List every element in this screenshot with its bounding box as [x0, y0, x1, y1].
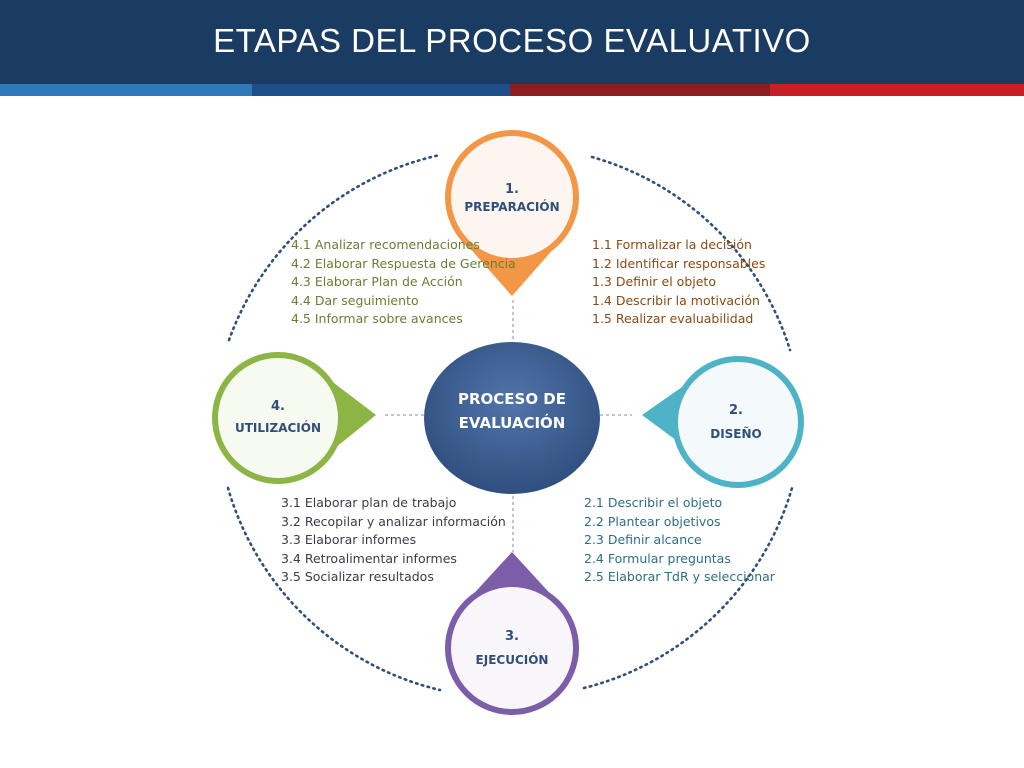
preparacion-step: 1.4 Describir la motivación [592, 292, 760, 308]
ejecucion-step: 3.5 Socializar resultados [281, 569, 434, 585]
ejecucion-circle [448, 584, 576, 712]
diseno-step: 2.5 Elaborar TdR y seleccionar [584, 569, 775, 585]
stage-utilizacion [215, 355, 376, 481]
utilizacion-circle [215, 355, 341, 481]
diseno-step: 2.2 Plantear objetivos [584, 513, 721, 529]
diseno-step: 2.3 Definir alcance [584, 532, 702, 548]
diseno-name: DISEÑO [710, 427, 762, 441]
ejecucion-steps-list [281, 494, 506, 587]
diseno-step: 2.4 Formular preguntas [584, 550, 731, 566]
center-label-line1: PROCESO DE [457, 390, 567, 408]
utilizacion-step: 4.4 Dar seguimiento [291, 292, 419, 308]
utilizacion-step: 4.2 Elaborar Respuesta de Gerencia [291, 255, 516, 271]
diseno-step: 2.1 Describir el objeto [584, 495, 723, 510]
utilizacion-number: 4. [271, 399, 285, 414]
preparacion-step: 1.1 Formalizar la decisión [592, 237, 752, 252]
utilizacion-step: 4.1 Analizar recomendaciones [291, 237, 480, 252]
diseno-number: 2. [729, 403, 743, 418]
slide-title: ETAPAS DEL PROCESO EVALUATIVO [213, 22, 811, 59]
preparacion-steps-list [592, 236, 765, 329]
diseno-steps-list [584, 494, 775, 587]
utilizacion-step: 4.5 Informar sobre avances [291, 311, 463, 327]
utilizacion-name: UTILIZACIÓN [234, 421, 322, 435]
ejecucion-name: EJECUCIÓN [475, 653, 549, 667]
preparacion-step: 1.3 Definir el objeto [592, 274, 716, 290]
preparacion-step: 1.2 Identificar responsables [592, 255, 766, 271]
center-label-line2: EVALUACIÓN [458, 414, 566, 432]
utilizacion-step: 4.3 Elaborar Plan de Acción [291, 274, 463, 290]
preparacion-step: 1.5 Realizar evaluabilidad [592, 311, 754, 327]
preparacion-name: PREPARACIÓN [464, 200, 560, 214]
ejecucion-step: 3.3 Elaborar informes [281, 532, 417, 548]
ejecucion-step: 3.2 Recopilar y analizar información [281, 513, 506, 529]
stage-diseno [642, 359, 801, 485]
ejecucion-step: 3.4 Retroalimentar informes [281, 550, 457, 566]
preparacion-number: 1. [505, 182, 519, 197]
diseno-circle [675, 359, 801, 485]
ejecucion-number: 3. [505, 629, 519, 644]
utilizacion-steps-list [291, 236, 516, 329]
ejecucion-step: 3.1 Elaborar plan de trabajo [281, 495, 457, 510]
